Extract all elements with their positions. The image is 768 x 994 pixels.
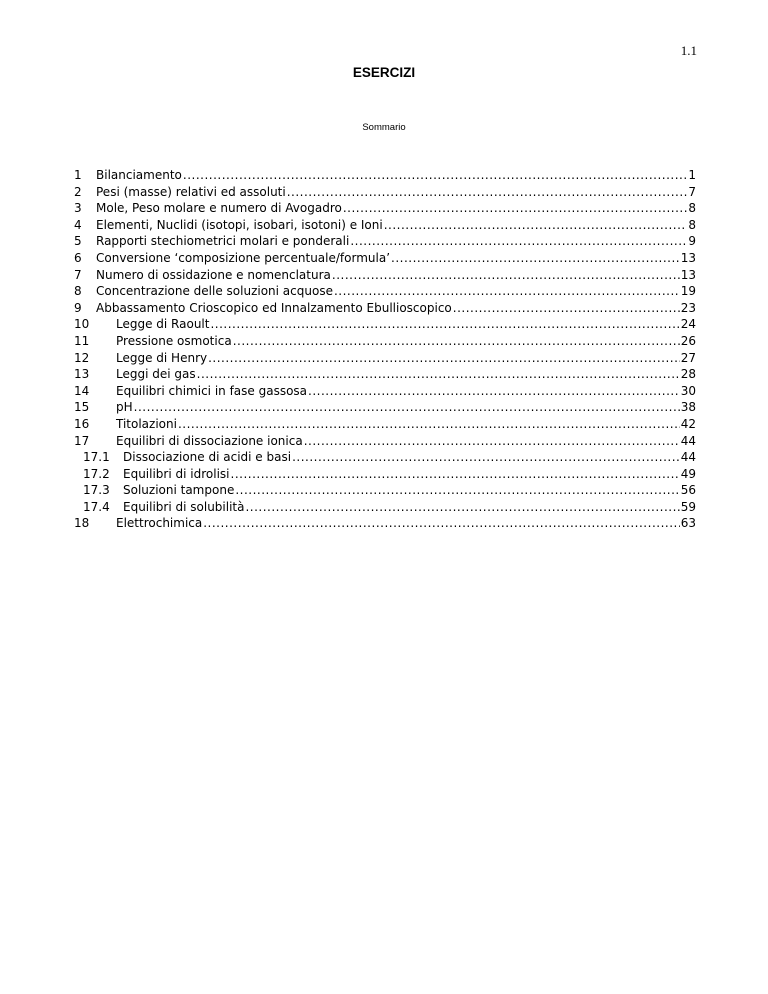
toc-entry-page: 56 <box>680 483 696 498</box>
toc-entry-label: Mole, Peso molare e numero di Avogadro <box>96 201 342 216</box>
toc-entry-label: Soluzioni tampone <box>123 483 235 498</box>
toc-dot-leader <box>350 233 687 250</box>
toc-dot-leader <box>134 399 680 416</box>
toc-entry-number: 11 <box>74 333 90 348</box>
toc-entry-number: 17.2 <box>83 466 110 481</box>
toc-entry-label: Equilibri di idrolisi <box>123 466 230 481</box>
toc-entry-number: 15 <box>74 400 90 415</box>
toc-entry-label: Legge di Henry <box>116 350 208 365</box>
toc-entry[interactable] <box>74 233 696 250</box>
toc-entry[interactable] <box>74 416 696 433</box>
toc-entry-page: 63 <box>680 516 696 531</box>
toc-dot-leader <box>231 466 680 483</box>
toc-dot-leader <box>197 366 680 383</box>
toc-entry[interactable] <box>74 433 696 450</box>
toc-entry-number: 8 <box>74 284 82 299</box>
toc-dot-leader <box>304 433 680 450</box>
toc-dot-leader <box>343 200 688 217</box>
toc-dot-leader <box>208 350 680 367</box>
toc-entry-label: Titolazioni <box>116 416 177 431</box>
toc-entry[interactable] <box>74 300 696 317</box>
toc-dot-leader <box>178 416 680 433</box>
toc-entry-label: Equilibri chimici in fase gassosa <box>116 383 308 398</box>
toc-entry[interactable] <box>74 333 696 350</box>
toc-entry-number: 9 <box>74 300 82 315</box>
toc-entry-page: 8 <box>688 201 696 216</box>
toc-entry[interactable] <box>74 200 696 217</box>
toc-entry-page: 49 <box>680 466 696 481</box>
toc-entry[interactable] <box>74 184 696 201</box>
page-number: 1.1 <box>680 43 697 58</box>
toc-entry-number: 5 <box>74 234 82 249</box>
toc-entry-page: 28 <box>680 367 696 382</box>
toc-entry-page: 7 <box>688 184 696 199</box>
toc-entry-number: 1 <box>74 168 82 182</box>
document-title: ESERCIZI <box>352 65 416 80</box>
toc-entry-number: 7 <box>74 267 82 282</box>
toc-entry-page: 1 <box>688 168 696 182</box>
toc-dot-leader <box>334 283 680 300</box>
toc-entry-page: 19 <box>680 284 696 299</box>
toc-entry-number: 2 <box>74 184 82 199</box>
toc-entry-page: 24 <box>680 317 696 332</box>
toc-entry-label: Pesi (masse) relativi ed assoluti <box>96 184 286 199</box>
toc-entry-number: 4 <box>74 217 82 232</box>
toc-entry[interactable] <box>74 267 696 284</box>
toc-entry-label: Rapporti stechiometrici molari e ponderali <box>96 234 350 249</box>
toc-dot-leader <box>245 499 679 516</box>
toc-entry-page: 30 <box>680 383 696 398</box>
toc-entry-label: Concentrazione delle soluzioni acquose <box>96 284 333 299</box>
toc-dot-leader <box>332 267 680 284</box>
toc-entry-label: pH <box>116 400 133 415</box>
table-of-contents <box>74 167 696 532</box>
toc-entry[interactable] <box>74 366 696 383</box>
toc-dot-leader <box>235 482 679 499</box>
toc-entry-label: Pressione osmotica <box>116 333 232 348</box>
toc-entry-page: 26 <box>680 333 696 348</box>
toc-dot-leader <box>384 217 688 234</box>
toc-entry-number: 17.1 <box>83 450 110 465</box>
toc-entry-page: 44 <box>680 450 696 465</box>
toc-entry[interactable] <box>74 167 696 184</box>
toc-entry[interactable] <box>74 482 696 499</box>
toc-dot-leader <box>210 316 679 333</box>
toc-entry-number: 3 <box>74 201 82 216</box>
toc-entry[interactable] <box>74 350 696 367</box>
toc-dot-leader <box>203 515 679 532</box>
toc-entry-label: Numero di ossidazione e nomenclatura <box>96 267 331 282</box>
toc-entry-number: 13 <box>74 367 90 382</box>
toc-entry-number: 6 <box>74 250 82 265</box>
toc-entry[interactable] <box>74 283 696 300</box>
toc-entry-page: 44 <box>680 433 696 448</box>
toc-heading: Sommario <box>362 122 406 133</box>
toc-entry[interactable] <box>74 515 696 532</box>
toc-entry-label: Equilibri di dissociazione ionica <box>116 433 303 448</box>
toc-entry-number: 17 <box>74 433 90 448</box>
toc-entry[interactable] <box>74 217 696 234</box>
toc-dot-leader <box>391 250 680 267</box>
toc-entry-number: 18 <box>74 516 90 531</box>
toc-entry-page: 59 <box>680 499 696 514</box>
toc-entry-number: 17.3 <box>83 483 110 498</box>
toc-entry-label: Conversione ‘composizione percentuale/formula’ <box>96 250 391 265</box>
toc-entry-label: Elettrochimica <box>116 516 203 531</box>
toc-entry-number: 16 <box>74 416 90 431</box>
toc-dot-leader <box>292 449 680 466</box>
toc-entry[interactable] <box>74 383 696 400</box>
toc-entry[interactable] <box>74 449 696 466</box>
toc-entry-number: 10 <box>74 317 90 332</box>
toc-entry-page: 8 <box>688 217 696 232</box>
toc-entry-page: 23 <box>680 300 696 315</box>
toc-dot-leader <box>308 383 680 400</box>
toc-entry-label: Bilanciamento <box>96 168 182 182</box>
toc-entry-label: Leggi dei gas <box>116 367 196 382</box>
toc-entry-page: 13 <box>680 250 696 265</box>
toc-dot-leader <box>183 167 687 184</box>
toc-entry[interactable] <box>74 250 696 267</box>
toc-entry-label: Abbassamento Crioscopico ed Innalzamento Ebullioscopico <box>96 300 452 315</box>
toc-entry-label: Elementi, Nuclidi (isotopi, isobari, isotoni) e Ioni <box>96 217 383 232</box>
toc-dot-leader <box>453 300 680 317</box>
toc-entry-page: 13 <box>680 267 696 282</box>
toc-entry[interactable] <box>74 466 696 483</box>
toc-entry[interactable] <box>74 399 696 416</box>
toc-entry-page: 42 <box>680 416 696 431</box>
toc-entry-label: Dissociazione di acidi e basi <box>123 450 292 465</box>
toc-entry-page: 27 <box>680 350 696 365</box>
toc-entry-page: 38 <box>680 400 696 415</box>
toc-entry-label: Legge di Raoult <box>116 317 210 332</box>
toc-entry-number: 14 <box>74 383 90 398</box>
toc-entry[interactable] <box>74 499 696 516</box>
toc-entry-number: 12 <box>74 350 90 365</box>
toc-entry-number: 17.4 <box>83 499 110 514</box>
toc-dot-leader <box>233 333 680 350</box>
toc-entry-label: Equilibri di solubilità <box>123 499 245 514</box>
toc-entry-page: 9 <box>688 234 696 249</box>
toc-entry[interactable] <box>74 316 696 333</box>
toc-dot-leader <box>287 184 688 201</box>
